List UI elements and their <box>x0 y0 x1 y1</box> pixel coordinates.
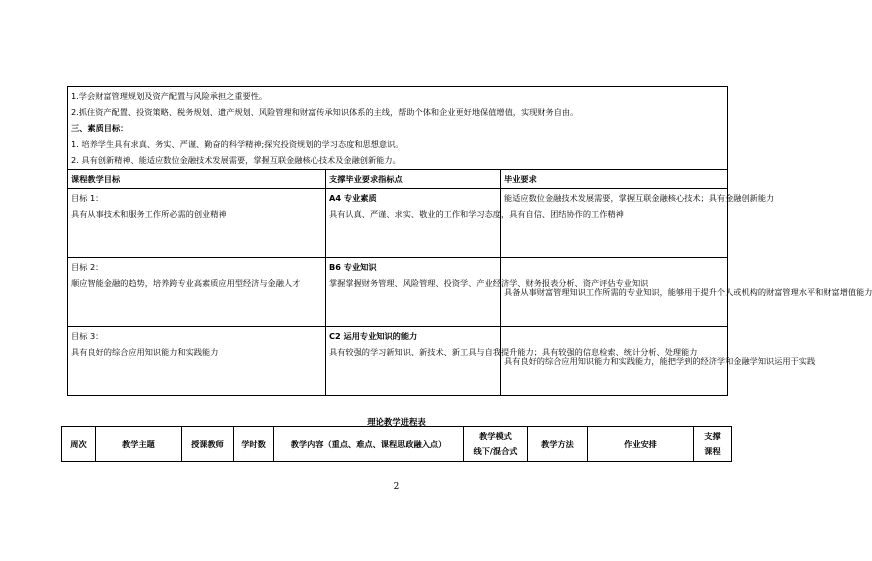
goal-text: 顺应智能金融的趋势，培养跨专业高素质应用型经济与金融人才 <box>71 278 301 288</box>
header-mode-line-1: 教学模式 <box>479 431 512 441</box>
table-row <box>68 189 728 258</box>
section-heading: 三、素质目标： <box>71 123 129 133</box>
indicator-title: A4 专业素质 <box>329 193 377 203</box>
indicator-text: 具有较强的学习新知识、新技术、新工具与自我提升能力；具有较强的信息检索、统计分析、处理能力 <box>329 347 698 357</box>
header-course-goal: 课程教学目标 <box>68 170 326 189</box>
header-topic: 教学主题 <box>96 427 182 462</box>
requirement-text: 具有良好的综合应用知识能力和实践能力，能把学到的经济学和金融学知识运用于实践 <box>504 356 816 366</box>
header-mode-line-2: 线下/混合式 <box>473 446 518 456</box>
header-requirement: 毕业要求 <box>501 170 728 189</box>
goal-text: 具有从事技术和服务工作所必需的创业精神 <box>71 209 227 219</box>
header-mode <box>464 427 528 462</box>
page-number: 2 <box>393 482 400 492</box>
intro-line-4: 2. 具有创新精神、能适应数位金融技术发展需要，掌握互联金融核心技术及金融创新能力。 <box>71 155 401 165</box>
header-content: 教学内容（重点、难点、课程思政融入点） <box>274 427 464 462</box>
goal-title: 目标 1： <box>71 193 104 203</box>
goal-cell <box>68 327 326 396</box>
table-row <box>68 327 728 396</box>
goal-cell <box>68 258 326 327</box>
requirement-text: 具备从事财富管理知识工作所需的专业知识，能够用于提升个人或机构的财富管理水平和财富增值能力 <box>504 287 872 297</box>
header-homework: 作业安排 <box>588 427 694 462</box>
intro-line-2: 2.抓住资产配置、投资策略、税务规划、遗产规划、风险管理和财富传承知识体系的主线，帮助个体和企业更好地保值增值，实现财务自由。 <box>71 107 579 117</box>
header-support-line-1: 支撑 <box>704 431 721 441</box>
requirement-cell <box>501 189 775 258</box>
indicator-cell <box>326 189 624 258</box>
requirement-cell <box>501 327 816 396</box>
objectives-table <box>67 86 872 396</box>
schedule-table <box>61 426 732 462</box>
header-method: 教学方法 <box>528 427 588 462</box>
goal-title: 目标 3： <box>71 331 104 341</box>
header-hours: 学时数 <box>234 427 274 462</box>
intro-cell <box>68 87 728 170</box>
header-indicator: 支撑毕业要求指标点 <box>326 170 501 189</box>
header-support <box>694 427 732 462</box>
intro-line-1: 1.学会财富管理规划及资产配置与风险承担之重要性。 <box>71 91 268 101</box>
indicator-title: B6 专业知识 <box>329 262 377 272</box>
intro-line-3: 1. 培养学生具有求真、务实、严谨、勤奋的科学精神;探究投资规划的学习态度和思想意识。 <box>71 139 404 149</box>
table-header-row <box>68 170 728 189</box>
requirement-text: 能适应数位金融技术发展需要，掌握互联金融核心技术；具有金融创新能力 <box>504 193 775 203</box>
schedule-caption: 理论教学进程表 <box>367 417 426 427</box>
header-week: 周次 <box>62 427 96 462</box>
goal-title: 目标 2： <box>71 262 104 272</box>
header-teacher: 授课教师 <box>182 427 234 462</box>
indicator-text: 掌握掌握财务管理、风险管理、投资学、产业经济学、财务报表分析、资产评估专业知识 <box>329 278 649 288</box>
goal-cell <box>68 189 326 258</box>
header-support-line-2: 课程 <box>704 446 721 456</box>
schedule-header-row <box>62 427 732 462</box>
indicator-cell <box>326 258 649 327</box>
indicator-title: C2 运用专业知识的能力 <box>329 331 418 341</box>
goal-text: 具有良好的综合应用知识能力和实践能力 <box>71 347 219 357</box>
indicator-text: 具有认真、严谨、求实、敬业的工作和学习态度，具有自信、团结协作的工作精神 <box>329 209 624 219</box>
table-row <box>68 258 728 327</box>
requirement-cell <box>501 258 872 327</box>
intro-row <box>68 87 728 170</box>
